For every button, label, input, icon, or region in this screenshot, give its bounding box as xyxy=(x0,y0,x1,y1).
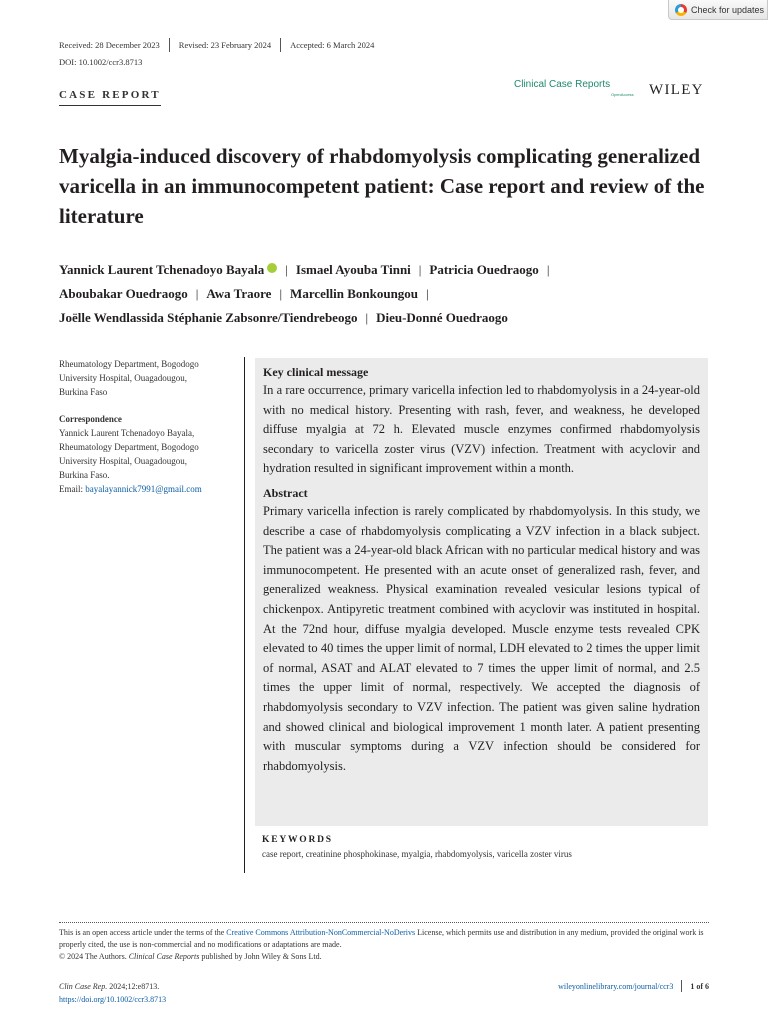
summary-box xyxy=(255,358,708,826)
author-name[interactable]: Ismael Ayouba Tinni xyxy=(295,262,411,277)
doi-link[interactable]: https://doi.org/10.1002/ccr3.8713 xyxy=(59,995,167,1004)
article-type: CASE REPORT xyxy=(59,89,161,106)
affiliation-line: Rheumatology Department, Bogodogo xyxy=(59,359,199,369)
affiliation-line: University Hospital, Ouagadougou, xyxy=(59,373,187,383)
footer-right xyxy=(558,980,709,992)
author-name[interactable]: Patricia Ouedraogo xyxy=(429,262,539,277)
key-message-heading: Key clinical message xyxy=(263,365,369,379)
orcid-icon[interactable] xyxy=(267,263,277,273)
email-link[interactable]: bayalayannick7991@gmail.com xyxy=(85,484,202,494)
key-message-text: In a rare occurrence, primary varicella infection led to rhabdomyolysis in a 24-year-old with no medical history. Presenting with rash, fever, and weakness, he developed diffuse myalgia at 72 h. Elevated muscle enzymes confirmed rhabdomyolysis secondary to varicella zoster virus (VZV) infection. Treatment with acyclovir and hydration resulted in significant improvement within a month. xyxy=(263,383,700,476)
affiliation-block xyxy=(59,357,239,496)
copyright-text: published by John Wiley & Sons Ltd. xyxy=(199,952,322,961)
abstract-text: Primary varicella infection is rarely complicated by rhabdomyolysis. In this study, we describe a case of rhabdomyolysis complicating a VZV infection in a black subject. The patient was a 24-year-old black African with no particular medical history and was immunocompetent. He presented with an acute onset of generalized rash, fever, and generalized weakness. Physical examination revealed vesicular lesions typical of chickenpox. Antipyretic treatment combined with acyclovir was instituted in hospital. At the 72nd hour, diffuse myalgia developed. Muscle enzyme tests revealed CPK elevated to 40 times the upper limit of normal, LDH elevated to 2 times the upper limit of normal, ASAT and ALAT elevated to 7 times the upper limit of normal, and 2.5 times the upper limit of normal, respectively. We accepted the diagnosis of rhabdomyolysis secondary to VZV infection. The patient was given saline hydration and showed clinical and biological improvement 1 month later. A patient presenting with muscular symptoms during a VZV infection should be considered for rhabdomyolysis. xyxy=(263,503,700,773)
author-name[interactable]: Yannick Laurent Tchenadoyo Bayala xyxy=(59,262,265,277)
author-name[interactable]: Joëlle Wendlassida Stéphanie Zabsonre/Tiendrebeogo xyxy=(59,310,358,325)
check-for-updates-button[interactable] xyxy=(668,0,768,20)
author-name[interactable]: Marcellin Bonkoungou xyxy=(290,286,419,301)
divider xyxy=(681,980,682,992)
abstract-heading: Abstract xyxy=(263,485,308,500)
author-list: Yannick Laurent Tchenadoyo Bayala | Ismael Ayouba Tinni | Patricia Ouedraogo | Aboubakar Ouedraogo | Awa Traore | Marcellin Bonkoungou | Joëlle Wendlassida Stéphanie Zabsonre/Tiendrebeogo | Dieu-Donné Ouedraogo xyxy=(59,262,550,325)
journal-site-link[interactable]: wileyonlinelibrary.com/journal/ccr3 xyxy=(558,981,674,991)
correspondence-line: Rheumatology Department, Bogodogo xyxy=(59,442,199,452)
license-text: License, which permits use and distribution in any medium, provided the original work is properly cited, the use is non-commercial and no modifications or adaptations are made. xyxy=(59,928,704,949)
crossmark-icon xyxy=(675,4,687,16)
correspondence-line: Burkina Faso. xyxy=(59,470,110,480)
citation-volume: 2024;12:e8713. xyxy=(107,982,160,991)
keywords-list: case report, creatinine phosphokinase, myalgia, rhabdomyolysis, varicella zoster virus xyxy=(262,849,572,859)
article-dates xyxy=(59,38,383,52)
license-notice xyxy=(59,927,709,963)
correspondence-line: Yannick Laurent Tchenadoyo Bayala, xyxy=(59,428,195,438)
received-date: Received: 28 December 2023 xyxy=(59,40,160,50)
article-title: Myalgia-induced discovery of rhabdomyolysis complicating generalized varicella in an immunocompetent patient: Case report and review of the literature xyxy=(59,144,705,228)
correspondence-line: University Hospital, Ouagadougou, xyxy=(59,456,187,466)
footer-divider xyxy=(59,922,709,923)
accepted-date: Accepted: 6 March 2024 xyxy=(290,40,375,50)
open-access-label: OpenAccess xyxy=(611,92,634,97)
email-line xyxy=(59,482,239,496)
keywords-block xyxy=(262,835,708,859)
email-label: Email: xyxy=(59,484,86,494)
license-link[interactable]: Creative Commons Attribution-NonCommercial-NoDerivs xyxy=(226,928,416,937)
check-for-updates-label: Check for updates xyxy=(691,4,765,15)
copyright-text: © 2024 The Authors. xyxy=(59,952,129,961)
author-name[interactable]: Aboubakar Ouedraogo xyxy=(59,286,188,301)
column-divider xyxy=(244,357,245,873)
citation-journal: Clin Case Rep. xyxy=(59,982,108,991)
license-text: This is an open access article under the terms of the xyxy=(59,928,227,937)
author-name[interactable]: Awa Traore xyxy=(206,286,272,301)
article-doi: DOI: 10.1002/ccr3.8713 xyxy=(59,57,143,67)
page-number: 1 of 6 xyxy=(690,981,709,991)
revised-date: Revised: 23 February 2024 xyxy=(178,40,272,50)
keywords-heading: KEYWORDS xyxy=(262,835,333,845)
correspondence-heading: Correspondence xyxy=(59,414,122,424)
publisher-logo[interactable]: WILEY xyxy=(649,82,704,98)
citation-line xyxy=(59,980,166,993)
author-name[interactable]: Dieu-Donné Ouedraogo xyxy=(376,310,508,325)
journal-name[interactable]: Clinical Case Reports xyxy=(514,79,611,90)
affiliation-line: Burkina Faso xyxy=(59,387,108,397)
citation-block xyxy=(59,980,166,1006)
copyright-journal: Clinical Case Reports xyxy=(128,952,200,961)
